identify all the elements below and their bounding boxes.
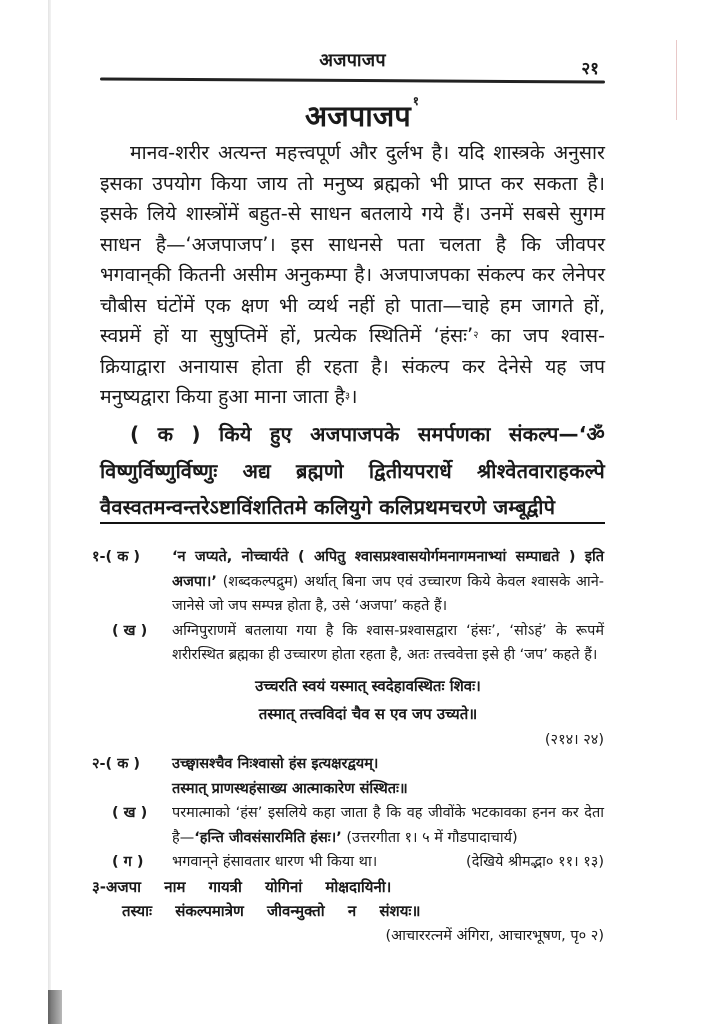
footnote-separator-rule [100, 522, 605, 524]
footnote-reference: (उत्तरगीता १। ५ में गौडपादाचार्य) [341, 829, 518, 846]
footnote-text: अग्निपुराणमें बतलाया गया है कि श्वास-प्रश्वासद्वारा ‘हंसः’, ‘सोऽहं’ के रूपमें शरीरस्थित ब्रह्मका ही उच्चारण होता रहता है, अतः तत्त्ववेत्ता इसे ही ‘जप’ कहते हैं। [172, 622, 604, 663]
verse-reference: (आचाररत्नमें अंगिरा, आचारभूषण, पृ० २) [385, 927, 604, 944]
running-head [100, 46, 605, 79]
verse-line: तस्मात् तत्त्वविदां चैव स एव जप उच्यते॥ [258, 704, 478, 723]
footnote-2c [92, 850, 604, 875]
footnotes [92, 545, 604, 948]
chapter-title-text: अजपाजप [305, 99, 411, 133]
footnote-quote: ‘न जप्यते, नोच्चार्यते ( अपितु श्वासप्रश्वासयोर्गमनागमनाभ्यां सम्पाद्यते ) इति अजपा।’ [172, 549, 604, 590]
footnote-3 [92, 875, 604, 949]
footnote-text: (शब्दकल्पद्रुम) अर्थात् बिना जप एवं उच्चारण किये केवल श्वासके आने-जानेसे जो जप सम्पन्न होता है, उसे ‘अजपा’ कहते हैं। [172, 573, 604, 614]
body-text-part1: मानव-शरीर अत्यन्त महत्त्वपूर्ण और दुर्लभ है। यदि शास्त्रके अनुसार इसका उपयोग किया जाय तो मनुष्य ब्रह्मको भी प्राप्त कर सकता है। इसके लिये शास्त्रोंमें बहुत-से साधन बतलाये गये हैं। उनमें सबसे सुगम साधन है—‘अजपाजप’। इस साधनसे पता चलता है कि जीवपर भगवान्‌की कितनी असीम अनुकम्पा है। अजपाजपका संकल्प कर लेनेपर चौबीस घंटोंमें एक क्षण भी व्यर्थ नहीं हो पाता—चाहे हम जागते हों, स्वप्नमें हों या सुषुप्तिमें हों, प्रत्येक स्थितिमें ‘हंसः’ [100, 141, 605, 347]
verse-line: उच्चरति स्वयं यस्मात् स्वदेहावस्थितः शिवः। [255, 676, 481, 695]
body-paragraph [100, 138, 605, 413]
footnote-2a [92, 752, 604, 801]
page-number: २१ [581, 59, 599, 79]
footnote-quote: ‘हन्ति जीवसंसारमिति हंसः।’ [194, 829, 342, 846]
footnote-1b [92, 619, 604, 753]
header-rule [100, 77, 605, 83]
footnote-text: परमात्माको ‘हंस’ इसलिये कहा जाता है कि वह जीवोंके भटकावका हनन कर देता है— [172, 805, 604, 846]
footnote-label: ( ख ) [112, 622, 148, 639]
verse-reference: (२१४। २४) [544, 731, 604, 748]
footnote-marker: २ [473, 330, 479, 341]
body-text-part3: । [350, 385, 358, 408]
sankalpa-paragraph [100, 416, 605, 526]
footnote-label: १-( क ) [92, 549, 141, 565]
footnote-marker: ३ [344, 391, 351, 402]
footnote-text: भगवान्‌ने हंसावतार धारण भी किया था। [172, 854, 378, 870]
footnote-label: २-( क ) [92, 756, 141, 772]
body-text-part2: का जप श्वास-क्रियाद्वारा अनायास होता ही रहता है। संकल्प कर देनेसे यह जप मनुष्यद्वारा किया हुआ माना जाता है [100, 324, 605, 408]
sankalpa-text: ( क ) किये हुए अजपाजपके समर्पणका संकल्प—‘ॐ विष्णुर्विष्णुर्विष्णुः अद्य ब्रह्मणो द्वितीयपरार्धे श्रीश्वेतवाराहकल्पे वैवस्वतमन्वन्तरेऽष्टाविंशतितमे कलियुगे कलिप्रथमचरणे जम्बूद्वीपे [100, 422, 605, 519]
verse-line: उच्छ्वासश्चैव निःश्वासो हंस इत्यक्षरद्वयम्। [172, 756, 379, 772]
verse-line: तस्याः संकल्पमात्रेण जीवन्मुक्तो न संशयः॥ [122, 902, 421, 920]
footnote-label: ( ग ) [112, 854, 144, 870]
page-edge-shadow [48, 0, 51, 1024]
page-binding-shadow [48, 990, 62, 1024]
chapter-title [0, 96, 724, 135]
footnote-1a [92, 545, 604, 619]
verse-line: अजपा नाम गायत्री योगिनां मोक्षदायिनी। [106, 877, 392, 896]
footnote-label: ( ख ) [112, 805, 148, 821]
footnote-label: ३- [92, 877, 107, 896]
footnote-reference: (देखिये श्रीमद्भा० ११। १३) [466, 854, 604, 870]
footnote-2b [92, 801, 604, 850]
verse-line: तस्मात् प्राणस्थहंसाख्य आत्माकारेण संस्थितः॥ [172, 780, 408, 797]
running-head-title: अजपाजप [319, 50, 386, 71]
footnote-marker: १ [412, 94, 419, 108]
